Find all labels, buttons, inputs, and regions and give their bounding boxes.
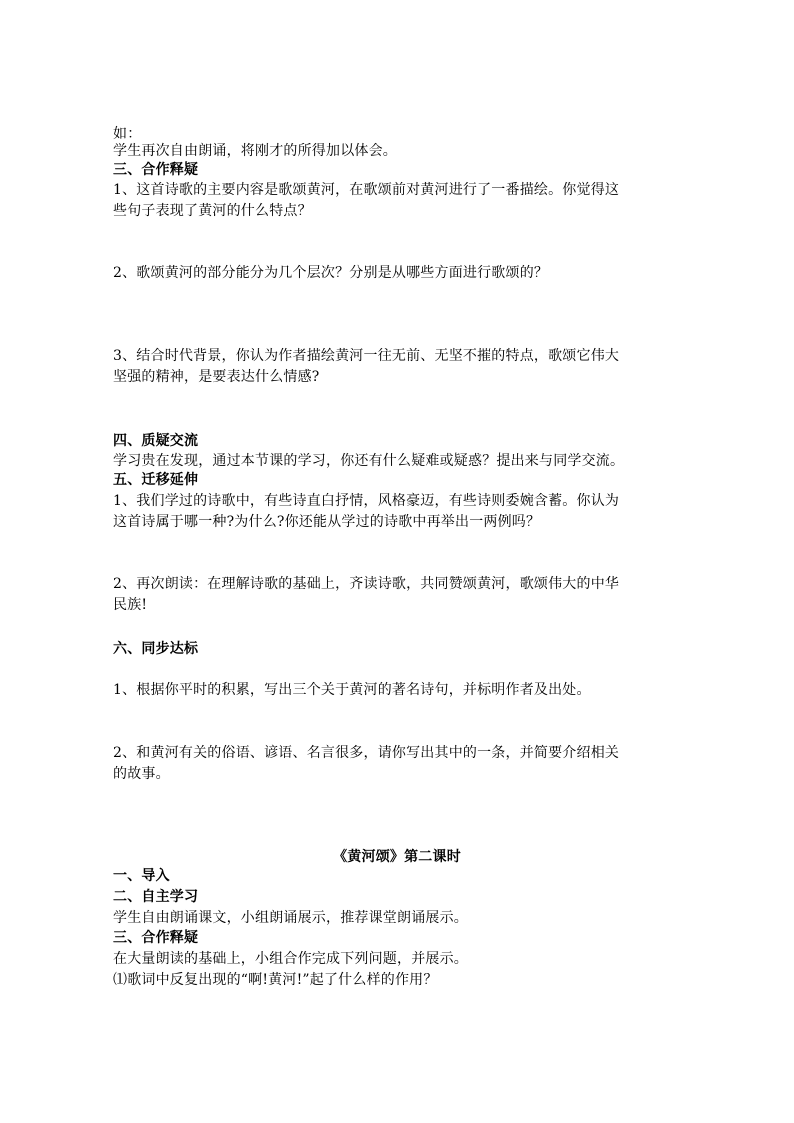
text-line: 如： <box>113 126 142 142</box>
lesson-title: 《黄河颂》第二课时 <box>333 849 461 865</box>
question-line: 民族! <box>113 597 148 613</box>
text-line: 学生再次自由朗诵，将刚才的所得加以体会。 <box>113 143 397 159</box>
question-line: 这首诗属于哪一种?为什么?你还能从学过的诗歌中再举出一两例吗？ <box>113 514 541 530</box>
question-line: 3、结合时代背景，你认为作者描绘黄河一往无前、无坚不摧的特点，歌颂它伟大 <box>113 348 620 364</box>
question-line: 2、再次朗读：在理解诗歌的基础上，齐读诗歌，共同赞颂黄河，歌颂伟大的中华 <box>113 576 620 592</box>
section-heading: 四、质疑交流 <box>113 433 199 449</box>
section-heading: 三、合作释疑 <box>113 930 199 946</box>
section-heading: 三、合作释疑 <box>113 162 199 178</box>
text-line: 学生自由朗诵课文，小组朗诵展示，推荐课堂朗诵展示。 <box>113 910 468 926</box>
text-line: 在大量朗读的基础上，小组合作完成下列问题，并展示。 <box>113 951 468 967</box>
section-heading: 六、同步达标 <box>113 641 199 657</box>
question-line: 的故事。 <box>113 766 170 782</box>
question-line: 1、我们学过的诗歌中，有些诗直白抒情，风格豪迈，有些诗则委婉含蓄。你认为 <box>113 493 620 509</box>
question-line: 1、根据你平时的积累，写出三个关于黄河的著名诗句，并标明作者及出处。 <box>113 682 591 698</box>
section-heading: 二、自主学习 <box>113 889 199 905</box>
question-line: 坚强的精神，是要表达什么情感? <box>113 369 320 385</box>
question-line: ⑴歌词中反复出现的“啊!黄河!”起了什么样的作用？ <box>113 972 438 988</box>
question-line: 1、这首诗歌的主要内容是歌颂黄河，在歌颂前对黄河进行了一番描绘。你觉得这 <box>113 182 620 198</box>
section-heading: 一、导入 <box>113 868 170 884</box>
question-line: 2、和黄河有关的俗语、谚语、名言很多，请你写出其中的一条，并简要介绍相关 <box>113 745 620 761</box>
question-line: 些句子表现了黄河的什么特点？ <box>113 203 312 219</box>
text-line: 学习贵在发现，通过本节课的学习，你还有什么疑难或疑惑？提出来与同学交流。 <box>113 453 625 469</box>
question-line: 2、歌颂黄河的部分能分为几个层次？分别是从哪些方面进行歌颂的？ <box>113 265 549 281</box>
section-heading: 五、迁移延伸 <box>113 472 199 488</box>
